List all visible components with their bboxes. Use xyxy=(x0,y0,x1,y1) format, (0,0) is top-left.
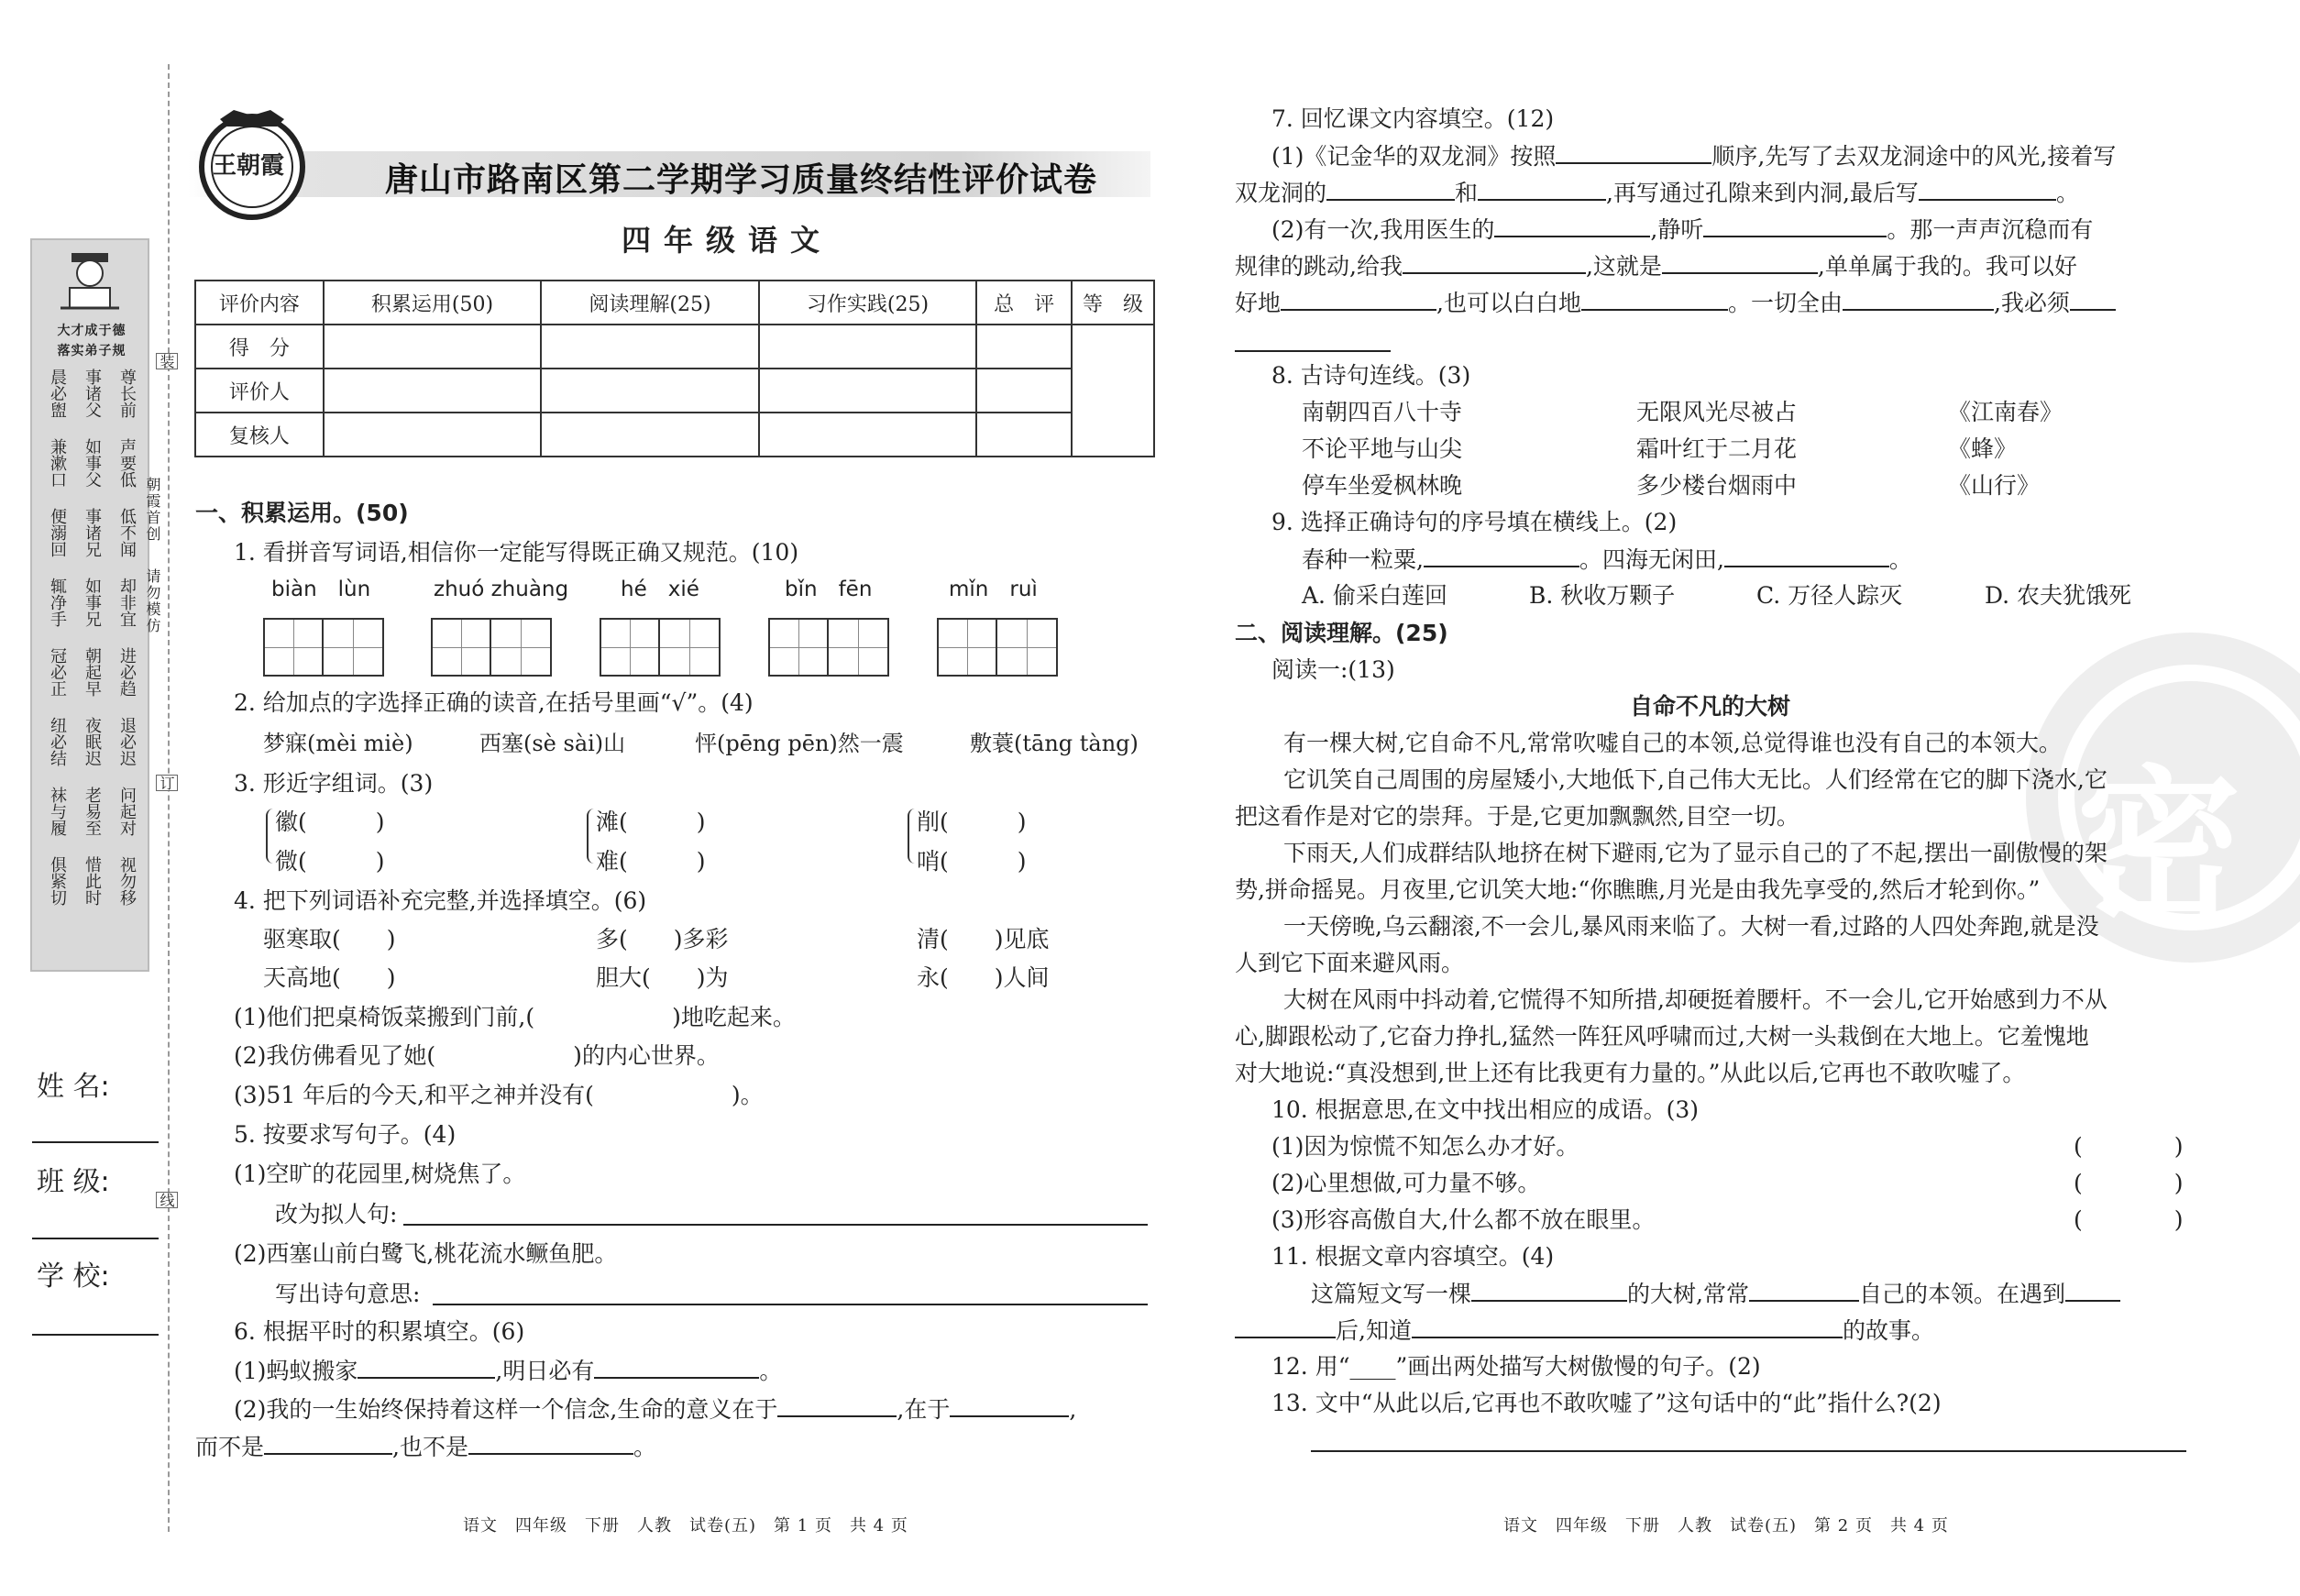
idiom-item[interactable]: 胆大( )为 xyxy=(596,964,729,991)
poem-line[interactable]: 不论平地与山尖 xyxy=(1302,435,1463,462)
table-row xyxy=(195,413,1154,457)
rules-columns xyxy=(39,369,140,906)
score-table xyxy=(194,280,1155,457)
story-line: 把这看作是对它的崇拜。于是,它更加飘飘然,目空一切。 xyxy=(1235,803,1799,830)
score-cell[interactable] xyxy=(541,325,759,369)
score-cell[interactable] xyxy=(759,369,977,413)
reading-choice[interactable]: 西塞(sè sài)山 xyxy=(479,731,626,756)
blank[interactable] xyxy=(1703,215,1887,237)
blank[interactable] xyxy=(1556,142,1711,164)
fill-sentence xyxy=(1311,1280,2120,1308)
option: D. 农夫犹饿死 xyxy=(1985,582,2132,609)
writing-grid[interactable] xyxy=(768,618,889,677)
text-fragment: (1)《记金华的双龙洞》按照 xyxy=(1271,143,1557,170)
brace xyxy=(587,809,594,864)
poem-line[interactable]: 霜叶红于二月花 xyxy=(1636,435,1798,462)
score-cell[interactable] xyxy=(541,369,759,413)
blank[interactable] xyxy=(777,1395,897,1417)
table-row-label: 评价人 xyxy=(195,369,324,413)
story-line: 大树在风雨中抖动着,它慌得不知所措,却硬挺着腰杆。不一会儿,它开始感到力不从 xyxy=(1283,986,2107,1013)
fill-sentence xyxy=(1235,1316,1934,1345)
answer-line[interactable] xyxy=(1235,350,1391,352)
blank[interactable] xyxy=(468,1433,633,1455)
char-group-item[interactable]: 滩( ) xyxy=(596,809,706,835)
poem-line[interactable]: 停车坐爱枫林晚 xyxy=(1302,472,1463,499)
table-header-cell: 评价内容 xyxy=(195,281,324,325)
fill-sentence xyxy=(234,1395,1076,1424)
table-row xyxy=(195,281,1154,325)
text-fragment: 自己的本领。在遇到 xyxy=(1858,1281,2065,1307)
rules-column: 冠必正 xyxy=(48,647,67,697)
blank[interactable] xyxy=(1581,289,1728,311)
story-line: 下雨天,人们成群结队地挤在树下避雨,它为了显示自己的了不起,摆出一副傲慢的架 xyxy=(1283,840,2107,866)
text-fragment: (2)有一次,我用医生的 xyxy=(1271,216,1495,243)
class-field[interactable] xyxy=(32,1238,159,1239)
story-line: 势,拼命摇晃。月夜里,它讥笑大地:“你瞧瞧,月光是由我先享受的,然后才轮到你。” xyxy=(1235,876,2041,903)
question-3: 3. 形近字组词。(3) xyxy=(234,770,434,797)
story-line: 有一棵大树,它自命不凡,常常吹嘘自己的本领,总觉得谁也没有自己的本领大。 xyxy=(1283,730,2062,756)
poem-title[interactable]: 《山行》 xyxy=(1948,472,2041,499)
text-fragment: 顺序,先写了去双龙洞途中的风光,接着写 xyxy=(1711,143,2117,170)
text-fragment: (2)我的一生始终保持着这样一个信念,生命的意义在于 xyxy=(234,1396,778,1423)
fill-sentence xyxy=(234,1357,782,1385)
exam-subtitle: 四年级语文 xyxy=(622,223,833,258)
fill-sentence xyxy=(1235,289,2116,317)
char-group-item[interactable]: 徽( ) xyxy=(275,809,385,835)
text-fragment: 春种一粒粟, xyxy=(1302,546,1424,573)
pinyin-label: hé xié xyxy=(621,578,699,601)
brace xyxy=(266,809,273,864)
section-1-heading: 一、积累运用。(50) xyxy=(195,500,409,526)
text-fragment: , xyxy=(1069,1396,1077,1423)
text-fragment: 的大树,常常 xyxy=(1627,1281,1749,1307)
student-figure-icon xyxy=(53,248,127,316)
blank[interactable] xyxy=(1749,1280,1859,1302)
fill-sentence[interactable]: (2)我仿佛看见了她( )的内心世界。 xyxy=(234,1042,720,1069)
pinyin-label: zhuó zhuàng xyxy=(434,578,569,601)
char-group-item[interactable]: 难( ) xyxy=(596,848,706,875)
reading-choice[interactable]: 敷蓑(tāng tàng) xyxy=(970,731,1139,756)
grade-cell[interactable] xyxy=(1072,325,1154,457)
char-group-item[interactable]: 微( ) xyxy=(275,848,385,875)
poem-line[interactable]: 无限风光尽被占 xyxy=(1636,399,1798,425)
question-12: 12. 用“____”画出两处描写大树傲慢的句子。(2) xyxy=(1271,1353,1761,1380)
rules-column: 袜与履 xyxy=(48,787,67,836)
rules-column: 低不闻 xyxy=(117,508,137,557)
sentence-prompt: (2)西塞山前白鹭飞,桃花流水鳜鱼肥。 xyxy=(234,1240,618,1267)
rules-column: 惜此时 xyxy=(83,856,102,906)
section-2-heading: 二、阅读理解。(25) xyxy=(1235,620,1448,646)
meaning-item: (1)因为惊慌不知怎么办才好。 xyxy=(1271,1133,1579,1160)
blank[interactable] xyxy=(1919,179,2056,201)
grid-cell[interactable] xyxy=(491,620,550,675)
rules-column: 如事兄 xyxy=(83,578,102,627)
meaning-item: (2)心里想做,可力量不够。 xyxy=(1271,1170,1541,1196)
text-fragment: 的故事。 xyxy=(1842,1317,1934,1344)
table-header-cell: 积累运用(50) xyxy=(324,281,542,325)
idiom-item[interactable]: 永( )人间 xyxy=(917,964,1050,991)
fill-sentence xyxy=(1271,215,2093,244)
table-header-cell: 习作实践(25) xyxy=(759,281,977,325)
rules-column: 晨必盥 xyxy=(48,369,67,418)
text-fragment: ,也不是 xyxy=(392,1434,468,1460)
rules-panel xyxy=(30,238,149,972)
blank[interactable] xyxy=(1403,252,1586,274)
blank[interactable] xyxy=(358,1357,495,1379)
rewrite-hint: 改为拟人句: xyxy=(275,1201,398,1227)
brace xyxy=(908,809,915,864)
text-fragment: 。 xyxy=(633,1434,656,1460)
rules-column: 声要低 xyxy=(117,438,137,488)
text-fragment: 。四海无闲田, xyxy=(1579,546,1724,573)
question-5: 5. 按要求写句子。(4) xyxy=(234,1121,457,1148)
school-field[interactable] xyxy=(32,1334,159,1336)
text-fragment: 和 xyxy=(1455,180,1479,206)
copyright-tag-2: 请勿模仿 xyxy=(144,568,161,634)
watermark-seal-text: 密 xyxy=(2076,752,2242,943)
question-10: 10. 根据意思,在文中找出相应的成语。(3) xyxy=(1271,1096,1700,1123)
text-fragment: 。那一声声沉稳而有 xyxy=(1887,216,2094,243)
story-title: 自命不凡的大树 xyxy=(1630,693,1791,720)
poem-title[interactable]: 《江南春》 xyxy=(1948,399,2063,425)
rules-column: 事诸兄 xyxy=(83,508,102,557)
blank[interactable] xyxy=(1281,289,1436,311)
blank[interactable] xyxy=(594,1357,759,1379)
grid-cell[interactable] xyxy=(660,620,719,675)
school-label: 学 校: xyxy=(37,1260,110,1293)
score-cell[interactable] xyxy=(759,413,977,457)
rules-column: 却非宜 xyxy=(117,578,137,627)
pinyin-label: bǐn fēn xyxy=(785,578,873,601)
binding-line xyxy=(168,64,170,1532)
idiom-item[interactable]: 清( )见底 xyxy=(917,926,1050,952)
story-line: 人到它下面来避风雨。 xyxy=(1235,950,1465,976)
question-8: 8. 古诗句连线。(3) xyxy=(1271,362,1471,389)
poem-line[interactable]: 南朝四百八十寺 xyxy=(1302,399,1463,425)
text-fragment: 而不是 xyxy=(195,1434,265,1460)
blank[interactable] xyxy=(1412,1316,1843,1338)
page-footer-right: 语文 四年级 下册 人教 试卷(五) 第 2 页 共 4 页 xyxy=(1503,1516,1949,1535)
answer-paren[interactable]: ( ) xyxy=(2074,1133,2184,1160)
text-fragment: ,再写通过孔隙来到内洞,最后写 xyxy=(1606,180,1919,206)
blank[interactable] xyxy=(1662,252,1818,274)
question-6: 6. 根据平时的积累填空。(6) xyxy=(234,1318,525,1345)
rules-column: 进必趋 xyxy=(117,647,137,697)
table-header-cell: 等 级 xyxy=(1072,281,1154,325)
text-fragment: 后,知道 xyxy=(1336,1317,1412,1344)
score-cell[interactable] xyxy=(324,369,542,413)
text-fragment: ,明日必有 xyxy=(495,1358,595,1384)
table-row-label: 得 分 xyxy=(195,325,324,369)
question-1: 1. 看拼音写词语,相信你一定能写得既正确又规范。(10) xyxy=(234,539,799,566)
sentence-prompt: (1)空旷的花园里,树烧焦了。 xyxy=(234,1161,526,1187)
blank[interactable] xyxy=(264,1433,392,1455)
blank[interactable] xyxy=(1494,215,1650,237)
fill-sentence[interactable]: (3)51 年后的今天,和平之神并没有( )。 xyxy=(234,1082,764,1108)
fill-sentence xyxy=(1235,179,2079,207)
question-9: 9. 选择正确诗句的序号填在横线上。(2) xyxy=(1271,509,1678,535)
exam-title: 唐山市路南区第二学期学习质量终结性评价试卷 xyxy=(385,161,1098,199)
name-label: 姓 名: xyxy=(37,1071,110,1103)
grid-cell[interactable] xyxy=(770,620,829,675)
fill-sentence xyxy=(1302,545,1912,574)
question-4: 4. 把下列词语补充完整,并选择填空。(6) xyxy=(234,887,647,914)
fill-sentence[interactable]: (1)他们把桌椅饭菜搬到门前,( )地吃起来。 xyxy=(234,1004,796,1030)
table-row-label: 复核人 xyxy=(195,413,324,457)
cut-tag: 线 xyxy=(156,1192,178,1208)
blank[interactable] xyxy=(1424,545,1579,567)
answer-paren[interactable]: ( ) xyxy=(2074,1170,2184,1196)
reading-label: 阅读一:(13) xyxy=(1271,656,1395,683)
fill-sentence xyxy=(1271,142,2116,171)
copyright-tag-1: 朝霞首创 xyxy=(144,477,161,543)
pinyin-label: mǐn ruì xyxy=(949,578,1038,601)
rules-column: 兼漱口 xyxy=(48,438,67,488)
option: A. 偷采白莲回 xyxy=(1302,582,1447,609)
table-header-cell: 总 评 xyxy=(976,281,1072,325)
reading-choice[interactable]: 怦(pēng pēn)然一震 xyxy=(695,731,904,756)
question-13: 13. 文中“从此以后,它再也不敢吹嘘了”这句话中的“此”指什么?(2) xyxy=(1271,1390,1942,1416)
text-fragment: (1)蚂蚁搬家 xyxy=(234,1358,358,1384)
score-cell[interactable] xyxy=(976,325,1072,369)
blank[interactable] xyxy=(1843,289,1994,311)
writing-grid[interactable] xyxy=(431,618,552,677)
grid-cell[interactable] xyxy=(433,620,491,675)
rules-column: 问起对 xyxy=(117,787,137,836)
story-line: 心,脚跟松动了,它奋力挣扎,猛然一阵狂风呼啸而过,大树一头栽倒在大地上。它羞愧地 xyxy=(1235,1023,2089,1050)
text-fragment: ,单单属于我的。我可以好 xyxy=(1817,253,2077,280)
fill-sentence xyxy=(195,1433,656,1461)
score-cell[interactable] xyxy=(324,325,542,369)
text-fragment: ,在于 xyxy=(897,1396,951,1423)
text-fragment: 。 xyxy=(2055,180,2079,206)
text-fragment: 。 xyxy=(759,1358,783,1384)
cut-tag: 订 xyxy=(156,775,178,791)
rules-column: 老易至 xyxy=(83,787,102,836)
blank[interactable] xyxy=(1724,545,1889,567)
page-footer-left: 语文 四年级 下册 人教 试卷(五) 第 1 页 共 4 页 xyxy=(463,1516,908,1535)
option: C. 万径人踪灭 xyxy=(1756,582,1903,609)
rules-column: 视勿移 xyxy=(117,856,137,906)
rules-column: 纽必结 xyxy=(48,717,67,766)
text-fragment: 这篇短文写一棵 xyxy=(1311,1281,1472,1307)
rules-column: 如事父 xyxy=(83,438,102,488)
rules-column: 尊长前 xyxy=(117,369,137,418)
grid-cell[interactable] xyxy=(939,620,997,675)
text-fragment: ,这就是 xyxy=(1585,253,1662,280)
rules-column: 朝起早 xyxy=(83,647,102,697)
grid-cell[interactable] xyxy=(265,620,324,675)
blank[interactable] xyxy=(950,1395,1069,1417)
blank[interactable] xyxy=(1478,179,1606,201)
question-7: 7. 回忆课文内容填空。(12) xyxy=(1271,105,1555,132)
logo-text: 王朝霞 xyxy=(213,152,285,180)
text-fragment: 。 xyxy=(1888,546,1912,573)
writing-grid[interactable] xyxy=(937,618,1058,677)
rules-column: 退必迟 xyxy=(117,717,137,766)
writing-grid[interactable] xyxy=(263,618,384,677)
story-line: 一天傍晚,乌云翻滚,不一会儿,暴风雨来临了。大树一看,过路的人四处奔跑,就是没 xyxy=(1283,913,2099,940)
text-fragment: 。一切全由 xyxy=(1727,290,1843,316)
char-group-item[interactable]: 哨( ) xyxy=(917,848,1027,875)
blank[interactable] xyxy=(1326,179,1455,201)
reading-choice[interactable]: 梦寐(mèi miè) xyxy=(263,731,413,756)
rewrite-hint: 写出诗句意思: xyxy=(275,1281,421,1307)
fill-sentence xyxy=(1235,252,2077,281)
score-cell[interactable] xyxy=(759,325,977,369)
blank[interactable] xyxy=(2065,1280,2120,1302)
idiom-item[interactable]: 驱寒取( ) xyxy=(263,926,396,952)
blank[interactable] xyxy=(1235,1316,1336,1338)
score-cell[interactable] xyxy=(541,413,759,457)
text-fragment: 规律的跳动,给我 xyxy=(1235,253,1403,280)
rules-column: 俱紧切 xyxy=(48,856,67,906)
rules-column: 事诸父 xyxy=(83,369,102,418)
story-line: 它讥笑自己周围的房屋矮小,大地低下,自己伟大无比。人们经常在它的脚下浇水,它 xyxy=(1283,766,2107,793)
table-row xyxy=(195,369,1154,413)
idiom-item[interactable]: 天高地( ) xyxy=(263,964,396,991)
table-header-cell: 阅读理解(25) xyxy=(541,281,759,325)
answer-line[interactable] xyxy=(403,1224,1148,1226)
score-cell[interactable] xyxy=(324,413,542,457)
writing-grid[interactable] xyxy=(600,618,721,677)
name-field[interactable] xyxy=(32,1141,159,1143)
char-group-item[interactable]: 削( ) xyxy=(917,809,1027,835)
poem-title[interactable]: 《蜂》 xyxy=(1948,435,2018,462)
text-fragment: 双龙洞的 xyxy=(1235,180,1327,206)
grid-cell[interactable] xyxy=(601,620,660,675)
answer-line[interactable] xyxy=(433,1304,1148,1305)
rules-column: 夜眠迟 xyxy=(83,717,102,766)
grid-cell[interactable] xyxy=(829,620,887,675)
idiom-item[interactable]: 多( )多彩 xyxy=(596,926,729,952)
table-row xyxy=(195,325,1154,369)
grid-cell[interactable] xyxy=(997,620,1056,675)
question-11: 11. 根据文章内容填空。(4) xyxy=(1271,1243,1555,1270)
motto-line-2: 落实弟子规 xyxy=(57,344,127,358)
grid-cell[interactable] xyxy=(324,620,382,675)
class-label: 班 级: xyxy=(37,1166,110,1198)
blank[interactable] xyxy=(2070,289,2116,311)
text-fragment: ,也可以白白地 xyxy=(1436,290,1581,316)
pinyin-label: biàn lùn xyxy=(271,578,371,601)
answer-paren[interactable]: ( ) xyxy=(2074,1206,2184,1233)
motto-line-1: 大才成于德 xyxy=(57,324,127,338)
question-2: 2. 给加点的字选择正确的读音,在括号里画“√”。(4) xyxy=(234,689,754,716)
score-cell[interactable] xyxy=(976,413,1072,457)
text-fragment: ,静听 xyxy=(1650,216,1704,243)
score-cell[interactable] xyxy=(976,369,1072,413)
rules-column: 辄净手 xyxy=(48,578,67,627)
meaning-item: (3)形容高傲自大,什么都不放在眼里。 xyxy=(1271,1206,1656,1233)
poem-line[interactable]: 多少楼台烟雨中 xyxy=(1636,472,1798,499)
text-fragment: ,我必须 xyxy=(1993,290,2070,316)
option: B. 秋收万颗子 xyxy=(1529,582,1676,609)
story-line: 对大地说:“真没想到,世上还有比我更有力量的。”从此以后,它再也不敢吹嘘了。 xyxy=(1235,1060,2026,1086)
text-fragment: 好地 xyxy=(1235,290,1282,316)
rules-column: 便溺回 xyxy=(48,508,67,557)
answer-line[interactable] xyxy=(1311,1450,2186,1452)
cut-tag: 装 xyxy=(156,353,178,369)
blank[interactable] xyxy=(1471,1280,1627,1302)
